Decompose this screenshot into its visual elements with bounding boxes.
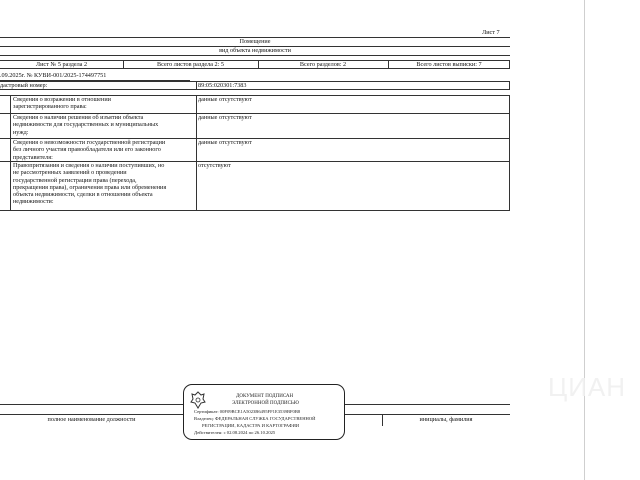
cadastral-label: дастровый номер:	[0, 82, 48, 89]
header-bottom-line	[0, 55, 510, 56]
sheet-label: Лист 7	[482, 29, 500, 36]
stamp-owner: Владелец: ФЕДЕРАЛЬНАЯ СЛУЖБА ГОСУДАРСТВЕННОЙ	[194, 416, 316, 421]
table-row-label: Сведения о невозможности государственной регистрации без личного участия правообладателя или его законного представителя:	[13, 139, 166, 161]
table-row-label: Сведения о возражении в отношении зарегистрированного права:	[13, 96, 111, 111]
watermark-logo: ЦИАН	[548, 372, 627, 402]
table-row-value: данные отсутствуют	[198, 96, 252, 103]
stamp-validity: Действителен: с 02.08.2024 по 26.10.2025	[194, 430, 276, 435]
electronic-signature-stamp	[183, 384, 345, 440]
position-label: полное наименование должности	[47, 416, 136, 423]
table-row-value: данные отсутствуют	[198, 114, 252, 121]
header-subtitle: вид объекта недвижимости	[219, 47, 291, 54]
stamp-title-2: ЭЛЕКТРОННОЙ ПОДПИСЬЮ	[232, 401, 299, 406]
stamp-owner-2: РЕГИСТРАЦИИ, КАДАСТРА И КАРТОГРАФИИ	[202, 423, 300, 428]
coat-of-arms-icon	[190, 391, 206, 409]
table-row-value: данные отсутствуют	[198, 139, 252, 146]
footer-line-top	[0, 404, 183, 405]
sheet-number: Лист № 5 раздела 2	[35, 61, 88, 68]
cadastral-number: 89:05:020301:7383	[198, 82, 247, 89]
table-row-label: Сведения о наличии решения об изъятии объекта недвижимости для государственных и муниципальных нужд:	[13, 114, 159, 136]
cadastral-row	[0, 81, 510, 90]
extract-date-number: .09.2025г. № КУВИ-001/2025-174497751	[0, 72, 107, 79]
header-title: Помещение	[239, 38, 271, 45]
initials-label: инициалы, фамилия	[419, 416, 473, 423]
cadastral-divider	[196, 81, 197, 90]
footer-line	[0, 414, 183, 415]
footer-line-top-right	[345, 404, 510, 405]
footer-line-right	[345, 414, 510, 415]
sections-total: Всего разделов: 2	[299, 61, 347, 68]
stamp-certificate: Сертификат: 00F09BCE1A5023B6495FF1E3539BF0B8	[194, 409, 301, 414]
stamp-title-1: ДОКУМЕНТ ПОДПИСАН	[236, 394, 294, 399]
table-row-label: Правопритязания и сведения о наличии поступивших, но не рассмотренных заявлений о проведении государственной регистрации права (перехода, прекращения права), ограничения права или обременения объекта недвижимости, сделки в отношении объекта недвижимости:	[13, 162, 167, 206]
section-sheet-total: Всего листов раздела 2: 5	[157, 61, 224, 68]
page-edge	[584, 0, 585, 480]
table-row-value: отсутствуют	[198, 162, 231, 169]
extract-sheet-total: Всего листов выписки: 7	[416, 61, 482, 68]
